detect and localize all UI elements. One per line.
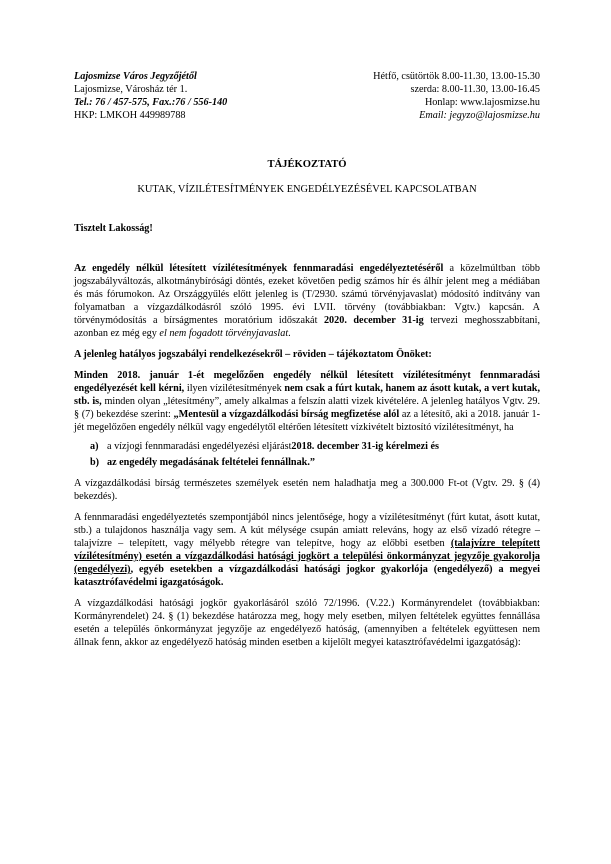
sender-name: Lajosmizse Város Jegyzőjétől: [74, 71, 197, 82]
rules-bold-2: nem csak a fúrt kutak, hanem az ásott kutak, a vert kutak, stb. is,: [74, 383, 540, 407]
authority-text: A fennmaradási engedélyeztetés szempontjából nincs jelentősége, hogy a vízilétesítményt (fúrt kutat, ásott kutat, stb.) a tulajdonos használja vagy sem. A kút mélysége csupán amiatt releváns, hogy az első vízadó rétegre – talajvízre – telepített, vagy mélyebb rétegre van telepítve, hogy az előbbi esetben: [74, 512, 540, 549]
document-title: TÁJÉKOZTATÓ: [267, 159, 347, 170]
list-item-bold: az engedély megadásának feltételei fennállnak.”: [107, 457, 315, 468]
intro-text-4: .: [288, 328, 291, 339]
authority-bold-underlined: (talajvízre telepített vízilétesítmény) esetén a vízgazdálkodási hatósági jogkört a települési önkormányzat jegyzője gyakorolja (engedélyezi): [74, 538, 541, 575]
paragraph-intro: [74, 262, 540, 340]
list-item-label: b): [90, 457, 100, 468]
email: Email: jegyzo@lajosmizse.hu: [419, 110, 540, 121]
list-item: [90, 440, 540, 453]
paragraph-lead: A jelenleg hatályos jogszabályi rendelkezésekről – röviden – tájékoztatom Önöket:: [74, 349, 432, 360]
paragraph-decree: A vízgazdálkodási hatósági jogkör gyakorlásáról szóló 72/1996. (V.22.) Kormányrendelet (továbbiakban: Kormányrendelet) 24. § (1) bekezdése határozza meg, hogy mely esetben, milyen feltételek együttes fennállása esetén a település önkormányzat jegyzője az engedélyező hatóság, (amennyiben a feltételek együttesen nem állnak fenn, akkor az engedélyező hatóság minden esetben a kijelölt megyei katasztrófavédelmi igazgatóság):: [74, 598, 540, 648]
rules-text-3: az a létesítő, aki a 2018. január 1-jét megelőzően engedély nélkül vagy engedélytől eltérően létesített vízkivételt biztosító vízilétesítményt, ha: [74, 409, 540, 433]
list-item-text: a vízjogi fennmaradási engedélyezési eljárást: [107, 441, 292, 452]
letterhead-left: [74, 70, 227, 122]
intro-bold-date: 2020. december 31-ig: [323, 315, 424, 326]
sender-address: Lajosmizse, Városház tér 1.: [74, 84, 188, 95]
rules-text-1: ilyen vízilétesítmények: [184, 383, 285, 394]
website: Honlap: www.lajosmizse.hu: [424, 97, 540, 108]
intro-text-2: Az Országgyűlés előtt jelenleg is (T/2930. számú törvényjavaslat) módosító indítvány van folyamatban a vízgazdálkodásról szóló 1995. évi LVII. törvény (továbbiakban: Vgtv.) kapcsán. A törvénymódosítás a bírságmentes moratórium időszakát: [74, 289, 541, 326]
rules-text-2: minden olyan „létesítmény”, amely alkalmas a felszín alatti vizek kivételére. A jelenleg hatályos Vgtv. 29. § (7) bekezdése szerint:: [74, 396, 541, 420]
intro-bold-1: Az engedély nélkül létesített vízilétesítmények fennmaradási engedélyeztetéséről: [74, 263, 444, 274]
list-item: [90, 456, 540, 469]
intro-text-1: a közelmúltban több jogszabályváltozás, alkotmánybírósági döntés, ezeket követően pedig számos hír és álhír jelent meg a médiában és más fórumokon.: [74, 263, 540, 300]
document-subtitle: KUTAK, VÍZILÉTESÍTMÉNYEK ENGEDÉLYEZÉSÉVEL KAPCSOLATBAN: [137, 184, 477, 195]
office-hours-2: szerda: 8.00-11.30, 13.00-16.45: [410, 84, 540, 95]
conditions-list: [90, 440, 540, 469]
rules-bold-1: Minden 2018. január 1-ét megelőzően engedély nélkül létesített vízilétesítményt fennmaradási engedélyezését kell kérni,: [74, 370, 540, 394]
paragraph-rules: [74, 369, 540, 434]
intro-italic: el nem fogadott törvényjavaslat: [159, 328, 289, 339]
paragraph-authority: [74, 511, 540, 589]
sender-hkp: HKP: LMKOH 449989788: [74, 110, 186, 121]
sender-phone-fax: Tel.: 76 / 457-575, Fax.:76 / 556-140: [74, 97, 228, 108]
rules-bold-3: „Mentesül a vízgazdálkodási bírság megfizetése alól: [173, 409, 400, 420]
letterhead-right: [373, 70, 540, 122]
list-item-label: a): [90, 441, 99, 452]
letterhead: [74, 70, 540, 122]
document-page: [74, 70, 540, 649]
greeting: Tisztelt Lakosság!: [74, 223, 153, 234]
list-item-bold: 2018. december 31-ig kérelmezi és: [291, 441, 440, 452]
intro-text-3: tervezi meghosszabbítani, azonban ez még egy: [74, 315, 540, 339]
authority-bold: , egyéb esetekben a vízgazdálkodási hatósági jogkor gyakorlója (engedélyező) a megyei katasztrófavédelmi igazgatóságok.: [74, 564, 540, 588]
paragraph-fine: A vízgazdálkodási bírság természetes személyek esetén nem haladhatja meg a 300.000 Ft-ot (Vgtv. 29. § (4) bekezdés).: [74, 478, 540, 502]
office-hours-1: Hétfő, csütörtök 8.00-11.30, 13.00-15.30: [373, 71, 540, 82]
